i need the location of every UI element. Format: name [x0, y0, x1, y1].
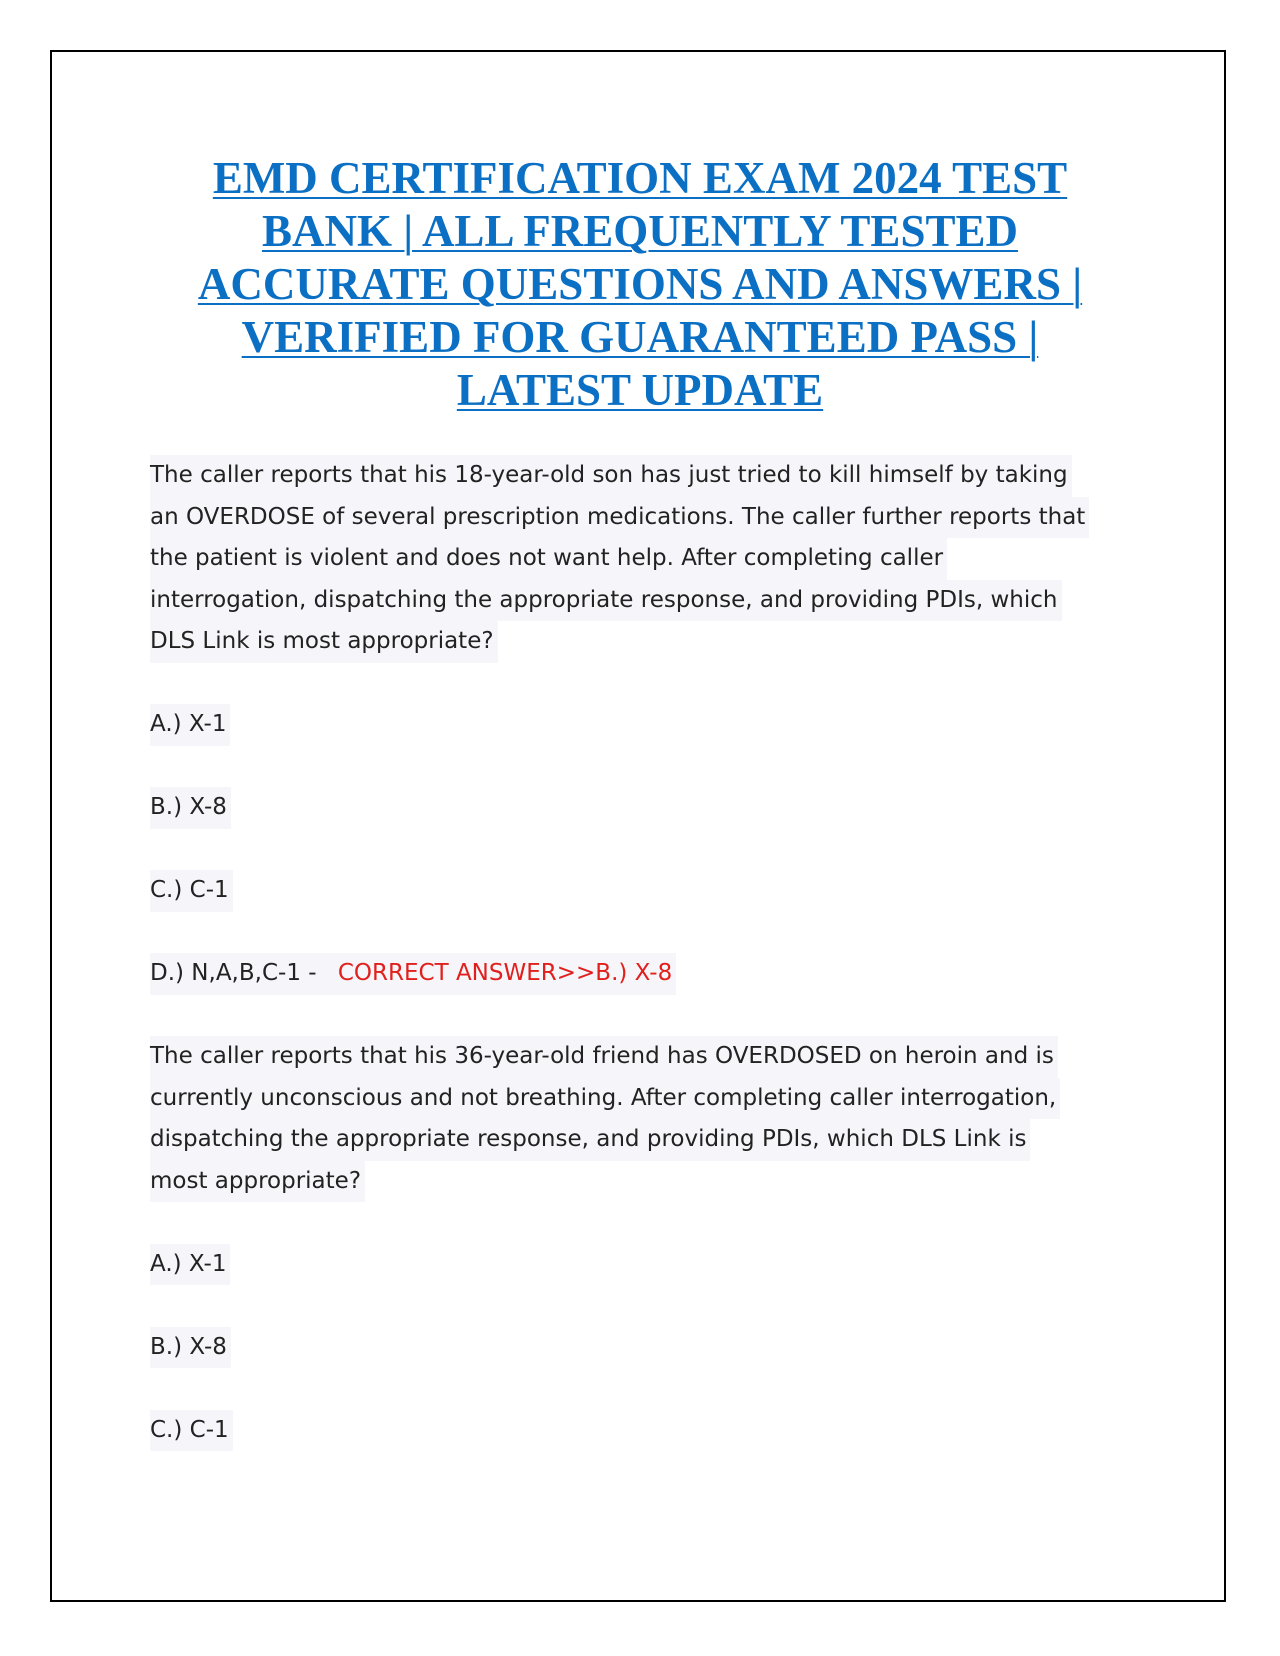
question-text-line: an OVERDOSE of several prescription medications. The caller further reports that [150, 497, 1089, 539]
title-line: EMD CERTIFICATION EXAM 2024 TEST [212, 153, 1068, 203]
question-text-line: dispatching the appropriate response, and providing PDIs, which DLS Link is [150, 1119, 1030, 1161]
option-label: D.) N,A,B,C-1 - [150, 960, 324, 986]
option-b [150, 1327, 1130, 1369]
question-text-line: most appropriate? [150, 1161, 365, 1203]
option-a [150, 704, 1130, 746]
option-label: B.) X-8 [150, 1327, 231, 1369]
question-text-line: interrogation, dispatching the appropriate response, and providing PDIs, which [150, 580, 1062, 622]
option-label: C.) C-1 [150, 870, 233, 912]
title-line: BANK | ALL FREQUENTLY TESTED [262, 206, 1018, 256]
option-d [150, 953, 1130, 995]
correct-answer: CORRECT ANSWER>>B.) X-8 [337, 960, 673, 986]
question-text-line: The caller reports that his 36-year-old friend has OVERDOSED on heroin and is [150, 1036, 1058, 1078]
option-label: C.) C-1 [150, 1410, 233, 1452]
title-line: LATEST UPDATE [456, 365, 824, 415]
question-1-text [150, 455, 1130, 663]
title-line: ACCURATE QUESTIONS AND ANSWERS | [197, 259, 1083, 309]
option-a [150, 1244, 1130, 1286]
question-2 [150, 1036, 1130, 1451]
option-c [150, 1410, 1130, 1452]
option-label: A.) X-1 [150, 704, 230, 746]
option-b [150, 787, 1130, 829]
question-2-text [150, 1036, 1130, 1202]
question-text-line: the patient is violent and does not want help. After completing caller [150, 538, 947, 580]
document-body [150, 455, 1130, 1451]
question-text-line: The caller reports that his 18-year-old son has just tried to kill himself by taking [150, 455, 1072, 497]
document-title [150, 152, 1130, 417]
question-text-line: DLS Link is most appropriate? [150, 621, 498, 663]
option-label-with-answer [150, 953, 676, 995]
question-text-line: currently unconscious and not breathing. After completing caller interrogation, [150, 1078, 1060, 1120]
question-1 [150, 455, 1130, 995]
title-line: VERIFIED FOR GUARANTEED PASS | [241, 312, 1039, 362]
option-c [150, 870, 1130, 912]
option-label: B.) X-8 [150, 787, 231, 829]
option-label: A.) X-1 [150, 1244, 230, 1286]
